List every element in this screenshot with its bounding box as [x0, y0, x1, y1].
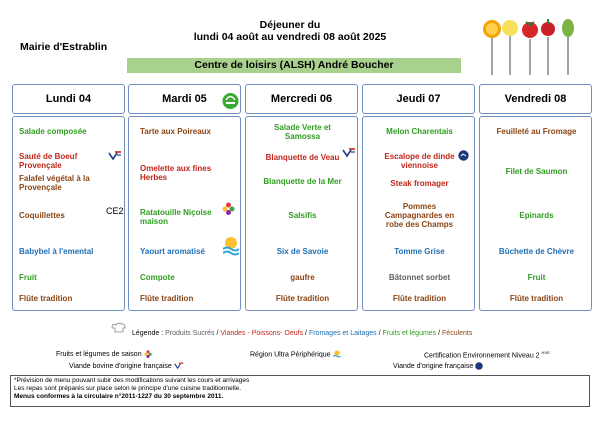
fruits-legumes-saison-icon [144, 350, 152, 358]
legend-ultra [250, 350, 341, 359]
menu-main-line: viennoise [401, 161, 438, 170]
menu-main-line: Omelette aux fines [140, 164, 212, 173]
menu-main-alt [19, 174, 128, 192]
mairie-name: Mairie d'Estrablin [20, 41, 108, 53]
day-menu [362, 116, 475, 311]
menu-starter: Melon Charentais [386, 127, 453, 136]
legend-ultra-label: Région Ultra Périphérique [250, 351, 331, 359]
day-column-mercredi [245, 84, 358, 311]
menu-main [140, 164, 249, 182]
day-column-mardi [128, 84, 241, 311]
menu-main-alt: Steak fromager [390, 179, 449, 188]
legend-sucres: Produits Sucrés [165, 330, 215, 337]
note-circulaire: Menus conformes à la circulaire n°2011-1227 du 30 septembre 2011. [14, 393, 224, 400]
day-menu [245, 116, 358, 311]
note-line: *Prévision de menu pouvant subir des modifications suivant les cours et arrivages [14, 377, 250, 384]
menu-main-line: Sauté de Boeuf [19, 152, 78, 161]
legend-bovine-label: Viande bovine d'origine française [69, 362, 172, 370]
menu-bread: Flûte tradition [275, 294, 330, 303]
legend-fruits: Fruits et légumes [382, 330, 437, 337]
menu-main-line: Escalope de dinde [384, 152, 455, 161]
day-header: Vendredi 08 [479, 84, 592, 114]
menu-title [170, 19, 410, 43]
ce2-label: CE2 [106, 206, 124, 216]
day-header: Mercredi 06 [245, 84, 358, 114]
day-column-jeudi [362, 84, 475, 311]
menu-side-line: maison [140, 217, 169, 226]
menu-bread: Flûte tradition [140, 294, 194, 303]
menu-starter [248, 123, 357, 141]
menu-dessert: gaufre [290, 273, 315, 282]
viande-bovine-francaise-icon [174, 362, 184, 370]
hve-icon: HVE [541, 350, 550, 355]
menu-side: Epinards [519, 211, 554, 220]
day-header: Jeudi 07 [362, 84, 475, 114]
viande-francaise-icon [475, 362, 483, 370]
menu-starter: Feuilleté au Fromage [496, 127, 577, 136]
menu-side-line: Campagnardes en [384, 211, 455, 220]
chef-hat-icon [110, 322, 130, 334]
menu-dessert: Bâtonnet sorbet [388, 273, 451, 282]
menu-main-line: Herbes [140, 173, 168, 182]
legend-feculents: Féculents [442, 330, 473, 337]
menu-dessert: Compote [140, 273, 175, 282]
legend-prefix: Légende : [132, 330, 166, 337]
menu-dairy: Bûchette de Chèvre [498, 247, 575, 256]
menu-main-alt: Blanquette de la Mer [263, 177, 342, 186]
notes-box [10, 375, 590, 407]
legend-fruits-saison-label: Fruits et légumes de saison [56, 350, 142, 358]
legend-viande-fr-label: Viande d'origine française [393, 362, 474, 370]
menu-side-line: Ratatouille Niçoise [140, 208, 212, 217]
legend-viande-fr [393, 362, 483, 370]
region-ultra-peripherique-icon [333, 350, 341, 359]
menu-starter: Tarte aux Poireaux [140, 127, 211, 136]
legend-viandes: Viandes - Poissons- Oeufs [220, 330, 304, 337]
menu-title-dates: lundi 04 août au vendredi 08 août 2025 [193, 31, 387, 43]
menu-main-line: Provençale [19, 183, 62, 192]
menu-dairy: Six de Savoie [276, 247, 329, 256]
day-column-lundi [12, 84, 125, 311]
note-line: Les repas sont préparés sur place selon le principe d'une cuisine traditionnelle. [14, 385, 242, 392]
legend-bovine [69, 362, 184, 370]
legend-colors: Légende : Produits Sucrés / Viandes - Poissons- Oeufs / Fromages et Laitages / Fruits et légumes / Féculents [118, 330, 472, 337]
menu-dessert: Fruit [19, 273, 37, 282]
legend-fruits-saison [56, 350, 152, 358]
centre-banner: Centre de loisirs (ALSH) André Boucher [127, 58, 461, 73]
menu-dairy: Babybel à l'emental [19, 247, 94, 256]
menu-title-line1: Déjeuner du [259, 19, 321, 31]
day-header: Mardi 05 [128, 84, 241, 114]
legend-certif [424, 350, 550, 359]
menu-starter-line: Salade Verte et [274, 123, 331, 132]
menu-dairy: Yaourt aromatisé [140, 247, 205, 256]
viande-bovine-francaise-icon [342, 148, 356, 158]
menu-side-line: robe des Champs [385, 220, 454, 229]
menu-main-line: Falafel végétal à la [19, 174, 90, 183]
day-menu [479, 116, 592, 311]
legend-laitages: Fromages et Laitages [308, 330, 377, 337]
menu-main-line: Provençale [19, 161, 62, 170]
legend-certif-label: Certification Environnement Niveau 2 [424, 352, 540, 360]
viande-bovine-francaise-icon [108, 151, 122, 161]
day-column-vendredi [479, 84, 592, 311]
day-header: Lundi 04 [12, 84, 125, 114]
menu-main: Blanquette de Veau [265, 153, 340, 162]
region-ultra-peripherique-icon [223, 236, 239, 256]
menu-side: Salsifis [288, 211, 317, 220]
fruits-legumes-saison-icon [222, 202, 235, 215]
menu-bread: Flûte tradition [19, 294, 73, 303]
menu-side-line: Pommes [402, 202, 437, 211]
forks-fruits-icon [478, 15, 588, 77]
menu-side [365, 202, 474, 229]
menu-dairy: Tomme Grise [394, 247, 445, 256]
menu-bread: Flûte tradition [509, 294, 564, 303]
viande-francaise-icon [458, 150, 469, 161]
menu-starter-line: Samossa [284, 132, 321, 141]
menu-bread: Flûte tradition [392, 294, 447, 303]
menu-starter: Salade composée [19, 127, 87, 136]
menu-main: Filet de Saumon [505, 167, 568, 176]
menu-side: Coquillettes [19, 211, 65, 220]
menu-dessert: Fruit [527, 273, 546, 282]
vegetarien-badge-icon [222, 90, 239, 112]
